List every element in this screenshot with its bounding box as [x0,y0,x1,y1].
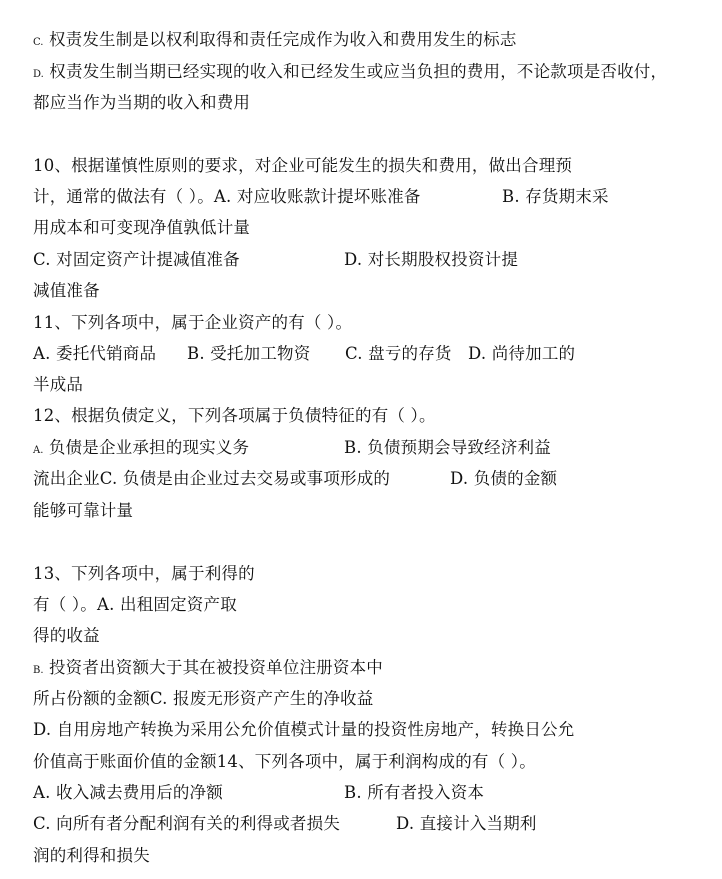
q13-line-3: 得的收益 [33,626,100,645]
q12-option-a-letter: A. [33,445,44,456]
q13-line-5: 所占份额的金额C. 报废无形资产产生的净收益 [33,689,374,708]
q10-option-c: C. 对固定资产计提减值准备 [33,250,240,269]
option-d-line [33,61,667,86]
q13-line-7: 价值高于账面价值的金额14、下列各项中，属于利润构成的有（ ）。 [33,752,536,771]
q11-option-a: A. 委托代销商品 [33,344,157,363]
option-d-text: 权责发生制当期已经实现的收入和已经发生或应当负担的费用，不论款项是否收付， [49,62,668,81]
q14-line-3: 润的利得和损失 [33,846,150,865]
q14-option-d: D. 直接计入当期利 [396,814,537,833]
q12-line-1: 12、根据负债定义，下列各项属于负债特征的有（ ）。 [33,406,436,425]
q13-option-b-line [33,657,383,682]
option-c-text: 权责发生制是以权利取得和责任完成作为收入和费用发生的标志 [48,30,517,49]
q11-option-b: B. 受托加工物资 [187,344,311,363]
q10-line-3: 用成本和可变现净值孰低计量 [33,218,251,237]
option-d-continuation: 都应当作为当期的收入和费用 [33,93,251,112]
q12-option-b: B. 负债预期会导致经济利益 [344,438,551,457]
q11-line-1: 11、下列各项中，属于企业资产的有（ ）。 [33,313,353,332]
q12-option-a-text: 负债是企业承担的现实义务 [48,438,250,457]
q13-line-6: D. 自用房地产转换为采用公允价值模式计量的投资性房地产，转换日公允 [33,720,575,739]
option-d-letter: D. [33,69,44,80]
q13-line-1: 13、下列各项中，属于利得的 [33,564,255,583]
option-c-letter: C. [33,37,44,48]
q12-line-3a: 流出企业C. 负债是由企业过去交易或事项形成的 [33,469,391,488]
option-c-line [33,29,517,54]
q11-line-3: 半成品 [33,375,84,394]
q10-line-2a: 计，通常的做法有（ ）。A. 对应收账款计提坏账准备 [33,187,421,206]
q11-option-d: D. 尚待加工的 [468,344,576,363]
q13-line-2: 有（ ）。A. 出租固定资产取 [33,595,237,614]
q14-option-a: A. 收入减去费用后的净额 [33,783,224,802]
q10-line-5: 减值准备 [33,281,100,300]
q11-option-c: C. 盘亏的存货 [345,344,452,363]
q12-option-d: D. 负债的金额 [450,469,558,488]
q10-line-2b: B. 存货期末采 [502,187,609,206]
q14-option-b: B. 所有者投入资本 [344,783,485,802]
q12-option-a-line [33,437,249,462]
q14-option-c: C. 向所有者分配利润有关的利得或者损失 [33,814,341,833]
q13-option-b-letter: B. [33,665,44,676]
q10-line-1: 10、根据谨慎性原则的要求，对企业可能发生的损失和费用，做出合理预 [33,156,573,175]
q13-option-b-text: 投资者出资额大于其在被投资单位注册资本中 [48,658,383,677]
q12-line-4: 能够可靠计量 [33,501,134,520]
q10-option-d: D. 对长期股权投资计提 [344,250,519,269]
